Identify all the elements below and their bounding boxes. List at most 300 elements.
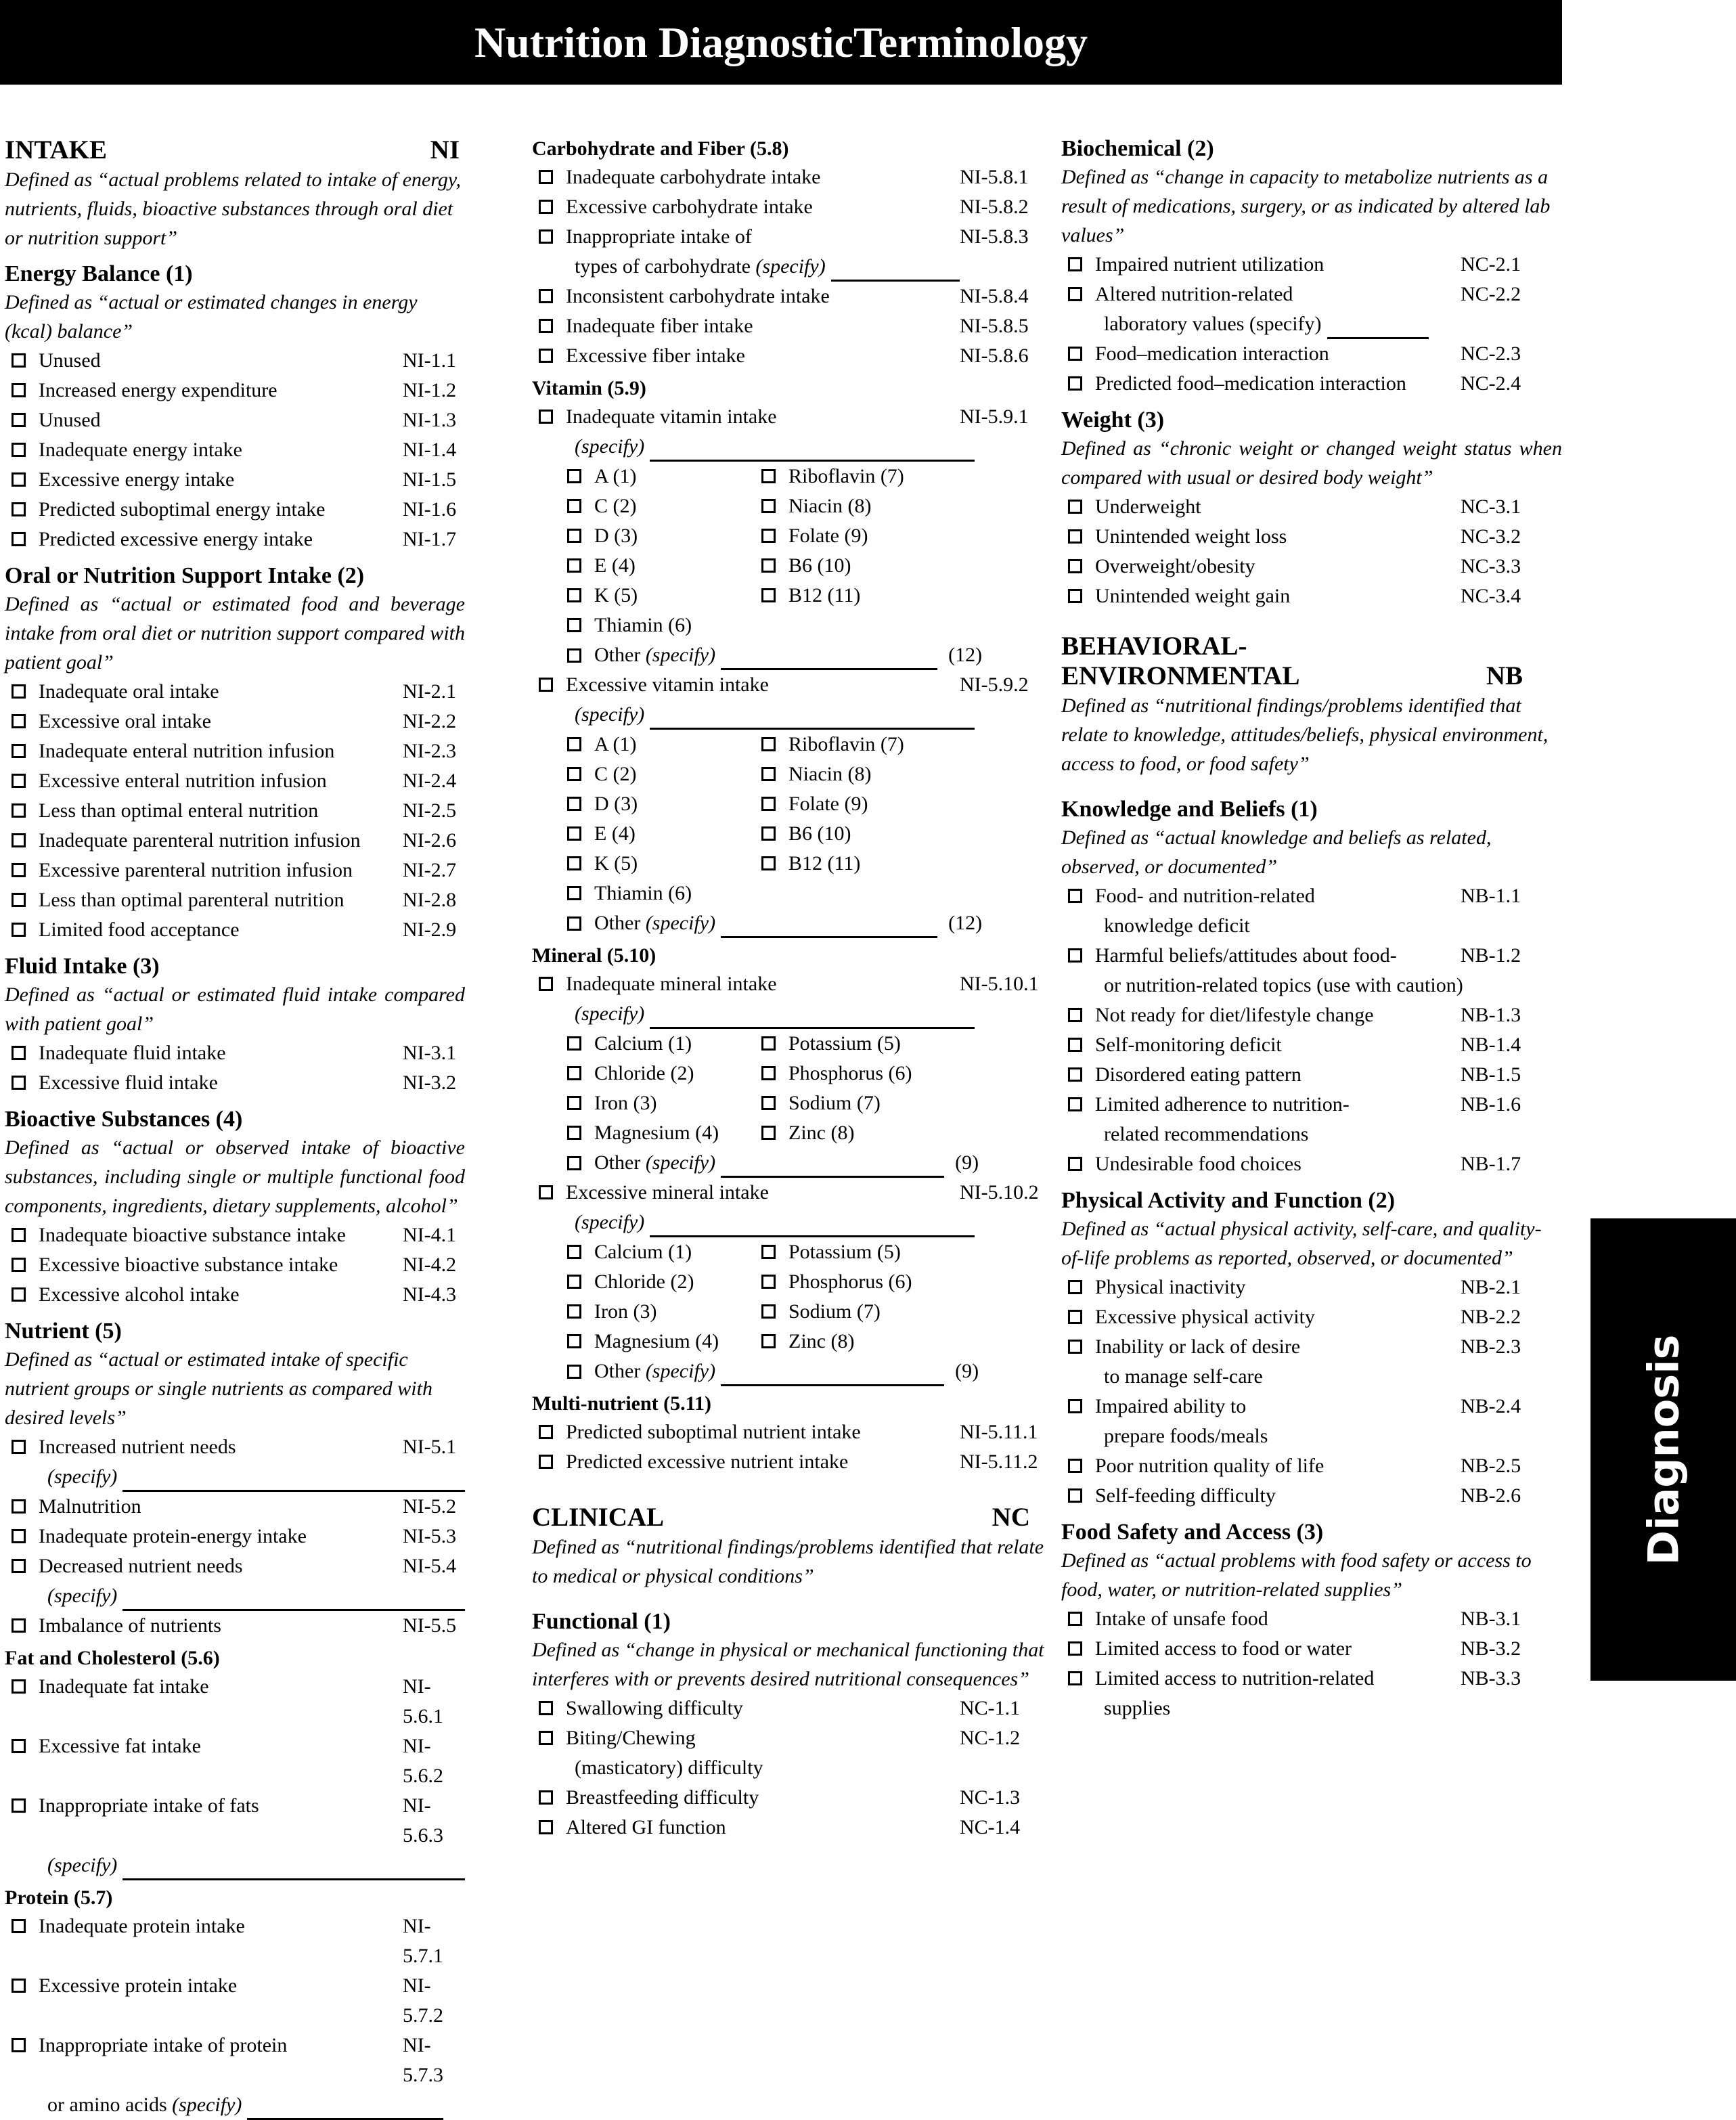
checkbox[interactable]	[1068, 1310, 1082, 1324]
checkbox[interactable]	[761, 856, 776, 870]
checkbox[interactable]	[567, 1066, 581, 1080]
checkbox-item	[532, 670, 1046, 700]
option-item	[761, 581, 964, 611]
checkbox[interactable]	[567, 797, 581, 811]
checkbox[interactable]	[1068, 1459, 1082, 1473]
item-code: NI-5.1	[403, 1436, 457, 1458]
checkbox[interactable]	[567, 1126, 581, 1140]
behavioral-definition: Defined as “nutritional findings/problems identified that relate to knowledge, attitudes/beliefs, physical environment, access to food, or food safety”	[1061, 694, 1549, 775]
item-label: Impaired ability to	[1095, 1395, 1247, 1417]
checkbox[interactable]	[12, 413, 26, 427]
checkbox[interactable]	[12, 443, 26, 457]
checkbox-item	[1061, 941, 1562, 971]
checkbox[interactable]	[12, 1228, 26, 1242]
vitamin-heading: Vitamin (5.9)	[532, 377, 646, 399]
item-label: Overweight/obesity	[1095, 555, 1255, 577]
mineral-excessive	[532, 1178, 1046, 1386]
checkbox[interactable]	[12, 1798, 26, 1813]
blank-line[interactable]	[123, 1470, 465, 1492]
checkbox[interactable]	[1068, 948, 1082, 963]
checkbox-item	[5, 707, 465, 736]
item-code: NI-2.8	[403, 889, 457, 911]
option-item	[761, 849, 964, 879]
item-label: Excessive vitamin intake	[566, 673, 769, 696]
option-item	[761, 1297, 964, 1327]
item-label: Altered GI function	[566, 1816, 726, 1838]
checkbox[interactable]	[1068, 347, 1082, 361]
checkbox[interactable]	[567, 1096, 581, 1110]
item-label: Unused	[39, 409, 101, 431]
checkbox[interactable]	[1068, 1038, 1082, 1052]
checkbox[interactable]	[12, 1529, 26, 1543]
item-code: NI-5.7.1	[403, 1915, 443, 1967]
physical-definition: Defined as “actual physical activity, self-care, and quality-of-life problems as reported, observed, or documented”	[1061, 1218, 1542, 1269]
checkbox[interactable]	[761, 767, 776, 781]
item-label: Food- and nutrition-related	[1095, 885, 1315, 907]
option-item	[761, 1118, 964, 1148]
checkbox[interactable]	[12, 1979, 26, 1993]
blank-line[interactable]	[247, 2098, 443, 2120]
checkbox[interactable]	[12, 923, 26, 937]
safety-heading: Food Safety and Access (3)	[1061, 1520, 1324, 1545]
checkbox[interactable]	[761, 1066, 776, 1080]
checkbox[interactable]	[1068, 1280, 1082, 1294]
option-item	[761, 819, 964, 849]
option-label: C (2)	[594, 763, 637, 785]
fluid-definition: Defined as “actual or estimated fluid intake compared with patient goal”	[5, 984, 465, 1035]
option-label: Folate (9)	[788, 525, 868, 547]
blank-line[interactable]	[1327, 317, 1429, 339]
checkbox[interactable]	[761, 737, 776, 751]
item-label: Excessive parenteral nutrition infusion	[39, 859, 353, 881]
other-number: (12)	[948, 912, 983, 934]
item-code: NB-1.7	[1461, 1153, 1521, 1175]
option-item	[567, 730, 761, 759]
checkbox[interactable]	[12, 893, 26, 907]
checkbox-item	[532, 192, 1046, 222]
option-label: K (5)	[594, 584, 638, 606]
option-item	[567, 1297, 761, 1327]
item-code: NB-3.1	[1461, 1608, 1521, 1630]
checkbox[interactable]	[539, 1185, 553, 1199]
checkbox-item	[1061, 1664, 1562, 1694]
checkbox[interactable]	[567, 1304, 581, 1319]
option-label: D (3)	[594, 793, 638, 815]
checkbox[interactable]	[539, 1790, 553, 1805]
checkbox-item	[532, 1694, 1046, 1723]
checkbox[interactable]	[539, 289, 553, 303]
checkbox-item	[5, 1068, 465, 1098]
option-grid	[532, 1237, 1046, 1356]
checkbox-item	[5, 1522, 465, 1551]
checkbox[interactable]	[539, 1701, 553, 1715]
checkbox[interactable]	[567, 1156, 581, 1170]
blank-line[interactable]	[721, 648, 937, 670]
title-bar	[0, 0, 1562, 85]
fluid-heading: Fluid Intake (3)	[5, 954, 160, 979]
option-item	[567, 1237, 761, 1267]
specify-label: (specify)	[645, 912, 716, 934]
checkbox[interactable]	[567, 1334, 581, 1348]
item-code: NB-2.6	[1461, 1484, 1521, 1507]
other-number: (12)	[948, 644, 983, 666]
item-label: Inadequate fluid intake	[39, 1042, 226, 1064]
checkbox[interactable]	[567, 1036, 581, 1051]
checkbox[interactable]	[567, 529, 581, 543]
checkbox[interactable]	[539, 200, 553, 214]
item-code: NB-2.1	[1461, 1276, 1521, 1298]
item-code: NI-2.7	[403, 859, 457, 881]
option-label: Potassium (5)	[788, 1241, 901, 1263]
checkbox-item	[5, 465, 465, 495]
intake-title: INTAKE	[5, 135, 107, 164]
checkbox-item	[532, 969, 1046, 999]
item-label: Biting/Chewing	[566, 1727, 696, 1749]
checkbox[interactable]	[1068, 376, 1082, 391]
option-label: D (3)	[594, 525, 638, 547]
checkbox[interactable]	[567, 737, 581, 751]
checkbox[interactable]	[1068, 500, 1082, 514]
checkbox[interactable]	[567, 648, 581, 663]
checkbox[interactable]	[567, 588, 581, 602]
checkbox[interactable]	[12, 1919, 26, 1933]
checkbox-item	[532, 1447, 1046, 1477]
checkbox[interactable]	[1068, 1488, 1082, 1503]
item-code: NB-2.3	[1461, 1335, 1521, 1358]
blank-line[interactable]	[650, 1007, 975, 1029]
checkbox[interactable]	[567, 558, 581, 573]
item-code: NI-2.4	[403, 770, 457, 792]
item-code: NB-1.6	[1461, 1093, 1521, 1116]
checkbox[interactable]	[12, 472, 26, 487]
option-label: Potassium (5)	[788, 1032, 901, 1055]
checkbox-item	[5, 525, 465, 554]
checkbox-item	[1061, 522, 1562, 552]
checkbox[interactable]	[761, 797, 776, 811]
checkbox-item	[532, 1813, 1046, 1842]
vitamin-excessive	[532, 670, 1046, 938]
checkbox[interactable]	[761, 469, 776, 483]
checkbox[interactable]	[12, 1499, 26, 1514]
checkbox[interactable]	[567, 856, 581, 870]
item-label: Increased nutrient needs	[39, 1436, 236, 1458]
option-label: Thiamin (6)	[594, 614, 692, 636]
specify-label: (specify)	[47, 1585, 118, 1607]
item-label: Breastfeeding difficulty	[566, 1786, 759, 1809]
item-code: NC-1.4	[960, 1816, 1021, 1838]
fluid-list	[5, 1038, 465, 1098]
item-code: NI-5.3	[403, 1525, 457, 1547]
checkbox[interactable]	[539, 349, 553, 363]
checkbox[interactable]	[1068, 1399, 1082, 1413]
checkbox-item	[1061, 492, 1562, 522]
item-label: Excessive mineral intake	[566, 1181, 769, 1203]
checkbox[interactable]	[12, 684, 26, 699]
item-continuation	[532, 252, 1046, 282]
item-code: NI-4.1	[403, 1224, 457, 1246]
checkbox[interactable]	[539, 1820, 553, 1834]
other-item	[532, 1356, 1046, 1386]
knowledge-list	[1061, 881, 1562, 1179]
checkbox[interactable]	[12, 744, 26, 758]
item-label: Impaired nutrient utilization	[1095, 253, 1325, 275]
item-code: NC-1.2	[960, 1727, 1021, 1749]
checkbox[interactable]	[539, 1425, 553, 1439]
other-number: (9)	[955, 1360, 979, 1382]
option-item	[761, 462, 964, 491]
item-label: Excessive oral intake	[39, 710, 211, 732]
checkbox-item	[1061, 1634, 1562, 1664]
checkbox[interactable]	[567, 917, 581, 931]
item-label: Limited access to nutrition-related	[1095, 1667, 1375, 1690]
option-label: Iron (3)	[594, 1300, 657, 1323]
checkbox-item	[5, 495, 465, 525]
checkbox[interactable]	[12, 1618, 26, 1633]
checkbox[interactable]	[1068, 589, 1082, 603]
checkbox[interactable]	[539, 977, 553, 991]
checkbox-item	[1061, 1604, 1562, 1634]
option-item	[567, 789, 761, 819]
checkbox[interactable]	[761, 1275, 776, 1289]
checkbox[interactable]	[539, 170, 553, 184]
checkbox[interactable]	[1068, 559, 1082, 573]
multi-list	[532, 1417, 1046, 1477]
checkbox[interactable]	[12, 1258, 26, 1272]
other-label: Other	[594, 644, 641, 666]
checkbox-item	[5, 435, 465, 465]
diagnosis-side-tab	[1590, 1218, 1736, 1681]
item-label: Excessive energy intake	[39, 468, 235, 491]
checkbox[interactable]	[12, 803, 26, 818]
clinical-title: CLINICAL	[532, 1503, 665, 1532]
checkbox-item	[1061, 369, 1562, 399]
checkbox[interactable]	[567, 1245, 581, 1259]
specify-label: (specify)	[172, 2094, 242, 2116]
checkbox[interactable]	[1068, 889, 1082, 903]
checkbox[interactable]	[1068, 1641, 1082, 1656]
checkbox[interactable]	[12, 833, 26, 847]
checkbox[interactable]	[539, 229, 553, 244]
option-label: Niacin (8)	[788, 763, 872, 785]
item-code: NI-5.8.5	[960, 315, 1029, 337]
option-item	[567, 521, 761, 551]
checkbox-item	[1061, 1392, 1562, 1421]
checkbox[interactable]	[12, 1046, 26, 1060]
checkbox[interactable]	[761, 1334, 776, 1348]
checkbox[interactable]	[12, 714, 26, 728]
behavioral-title-line1: BEHAVIORAL-	[1061, 632, 1247, 661]
checkbox[interactable]	[761, 1245, 776, 1259]
checkbox[interactable]	[567, 1275, 581, 1289]
checkbox[interactable]	[1068, 1340, 1082, 1354]
checkbox[interactable]	[1068, 257, 1082, 271]
blank-line[interactable]	[650, 439, 975, 462]
item-code: NI-5.9.1	[960, 405, 1029, 428]
item-label: Excessive fat intake	[39, 1735, 201, 1757]
checkbox[interactable]	[1068, 1008, 1082, 1022]
checkbox-item	[1061, 1451, 1562, 1481]
blank-line[interactable]	[123, 1858, 465, 1880]
item-code: NC-3.4	[1461, 585, 1521, 607]
blank-line[interactable]	[123, 1589, 465, 1611]
item-label: Predicted food–medication interaction	[1095, 372, 1406, 395]
item-label: Unused	[39, 349, 101, 372]
checkbox[interactable]	[12, 1440, 26, 1454]
item-label: Physical inactivity	[1095, 1276, 1246, 1298]
checkbox[interactable]	[761, 1304, 776, 1319]
checkbox-item	[532, 402, 1046, 432]
blank-line[interactable]	[650, 707, 975, 730]
checkbox[interactable]	[567, 618, 581, 632]
blank-line[interactable]	[650, 1215, 975, 1237]
checkbox-item	[5, 1280, 465, 1310]
option-item	[567, 1327, 761, 1356]
checkbox[interactable]	[761, 529, 776, 543]
option-label: A (1)	[594, 465, 637, 487]
item-code: NB-2.5	[1461, 1455, 1521, 1477]
blank-line[interactable]	[831, 259, 960, 282]
bioactive-definition: Defined as “actual or observed intake of bioactive substances, including single or multiple functional food components, ingredients, dietary supplements, alcohol”	[5, 1136, 465, 1217]
checkbox[interactable]	[539, 410, 553, 424]
checkbox-item	[5, 1791, 465, 1851]
checkbox[interactable]	[761, 1096, 776, 1110]
specify-label: (specify)	[755, 255, 826, 278]
checkbox[interactable]	[761, 1036, 776, 1051]
checkbox-item	[5, 346, 465, 376]
specify-label: (specify)	[47, 1465, 118, 1488]
checkbox[interactable]	[567, 826, 581, 841]
item-code: NI-5.7.2	[403, 1974, 443, 2027]
checkbox-item	[1061, 552, 1562, 581]
checkbox[interactable]	[1068, 287, 1082, 301]
option-item	[567, 1267, 761, 1297]
continuation-text: or amino acids	[47, 2094, 167, 2116]
checkbox[interactable]	[567, 767, 581, 781]
carb-heading: Carbohydrate and Fiber (5.8)	[532, 137, 789, 160]
checkbox[interactable]	[1068, 1157, 1082, 1171]
option-label: Calcium (1)	[594, 1241, 692, 1263]
item-code: NI-3.2	[403, 1072, 457, 1094]
item-label: Excessive bioactive substance intake	[39, 1254, 338, 1276]
checkbox[interactable]	[539, 678, 553, 692]
checkbox[interactable]	[12, 2038, 26, 2052]
item-label: Inadequate mineral intake	[566, 973, 777, 995]
item-code: NI-5.8.6	[960, 345, 1029, 367]
oral-heading: Oral or Nutrition Support Intake (2)	[5, 563, 365, 588]
continuation-text: prepare foods/meals	[1104, 1425, 1268, 1447]
biochemical-definition: Defined as “change in capacity to metabolize nutrients as a result of medications, surgery, or as indicated by altered lab values”	[1061, 166, 1551, 246]
option-item	[761, 1088, 964, 1118]
checkbox-item	[5, 1492, 465, 1522]
checkbox[interactable]	[761, 588, 776, 602]
checkbox[interactable]	[12, 1739, 26, 1753]
checkbox[interactable]	[761, 558, 776, 573]
safety-definition: Defined as “actual problems with food safety or access to food, water, or nutrition-related supplies”	[1061, 1549, 1532, 1601]
behavioral-heading	[1061, 632, 1562, 691]
item-label: Excessive enteral nutrition infusion	[39, 770, 327, 792]
other-item	[532, 640, 1046, 670]
checkbox-item	[1061, 250, 1562, 280]
checkbox[interactable]	[12, 1076, 26, 1090]
checkbox[interactable]	[539, 1731, 553, 1745]
checkbox-item	[532, 1178, 1046, 1208]
checkbox[interactable]	[1068, 1097, 1082, 1111]
item-continuation	[1061, 971, 1562, 1000]
checkbox[interactable]	[12, 1679, 26, 1694]
item-code: NB-1.2	[1461, 944, 1521, 967]
checkbox[interactable]	[567, 499, 581, 513]
checkbox[interactable]	[1068, 529, 1082, 544]
checkbox[interactable]	[12, 502, 26, 516]
option-item	[567, 1029, 761, 1059]
item-label: Inappropriate intake of	[566, 225, 752, 248]
option-item	[567, 879, 761, 908]
item-label: Inadequate protein intake	[39, 1915, 245, 1937]
item-code: NI-1.1	[403, 349, 457, 372]
checkbox[interactable]	[1068, 1612, 1082, 1626]
checkbox[interactable]	[567, 886, 581, 900]
other-number: (9)	[955, 1151, 979, 1174]
item-code: NB-1.3	[1461, 1004, 1521, 1026]
clinical-definition: Defined as “nutritional findings/problems identified that relate to medical or physical conditions”	[532, 1536, 1044, 1587]
blank-line[interactable]	[721, 1155, 944, 1178]
item-label: Inadequate fat intake	[39, 1675, 209, 1698]
other-item	[532, 908, 1046, 938]
checkbox[interactable]	[761, 1126, 776, 1140]
continuation-text: related recommendations	[1104, 1123, 1309, 1145]
checkbox[interactable]	[567, 1365, 581, 1379]
option-label: Sodium (7)	[788, 1300, 881, 1323]
item-code: NI-2.9	[403, 919, 457, 941]
checkbox[interactable]	[1068, 1671, 1082, 1685]
energy-heading: Energy Balance (1)	[5, 261, 193, 286]
checkbox[interactable]	[12, 353, 26, 368]
other-label: Other	[594, 1360, 641, 1382]
option-label: C (2)	[594, 495, 637, 517]
option-label: Riboflavin (7)	[788, 465, 904, 487]
item-code: NI-4.3	[403, 1283, 457, 1306]
item-label: Underweight	[1095, 495, 1201, 518]
blank-line[interactable]	[721, 1364, 944, 1386]
option-label: Thiamin (6)	[594, 882, 692, 904]
specify-label: (specify)	[645, 1151, 716, 1174]
item-code: NI-1.2	[403, 379, 457, 401]
checkbox[interactable]	[12, 532, 26, 546]
item-continuation	[1061, 1120, 1562, 1149]
checkbox[interactable]	[761, 499, 776, 513]
checkbox[interactable]	[12, 383, 26, 397]
option-label: Sodium (7)	[788, 1092, 881, 1114]
checkbox[interactable]	[1068, 1067, 1082, 1082]
checkbox-item	[1061, 1302, 1562, 1332]
checkbox[interactable]	[567, 469, 581, 483]
checkbox[interactable]	[12, 774, 26, 788]
checkbox-item	[532, 341, 1046, 371]
checkbox[interactable]	[761, 826, 776, 841]
item-code: NI-5.2	[403, 1495, 457, 1518]
checkbox[interactable]	[539, 1455, 553, 1469]
checkbox[interactable]	[539, 319, 553, 333]
item-label: Swallowing difficulty	[566, 1697, 743, 1719]
checkbox[interactable]	[12, 863, 26, 877]
blank-line[interactable]	[721, 916, 937, 938]
side-tab-label: Diagnosis	[1639, 1334, 1688, 1565]
item-code: NI-1.3	[403, 409, 457, 431]
checkbox[interactable]	[12, 1559, 26, 1573]
option-item	[567, 819, 761, 849]
checkbox[interactable]	[12, 1287, 26, 1302]
checkbox-item	[5, 915, 465, 945]
